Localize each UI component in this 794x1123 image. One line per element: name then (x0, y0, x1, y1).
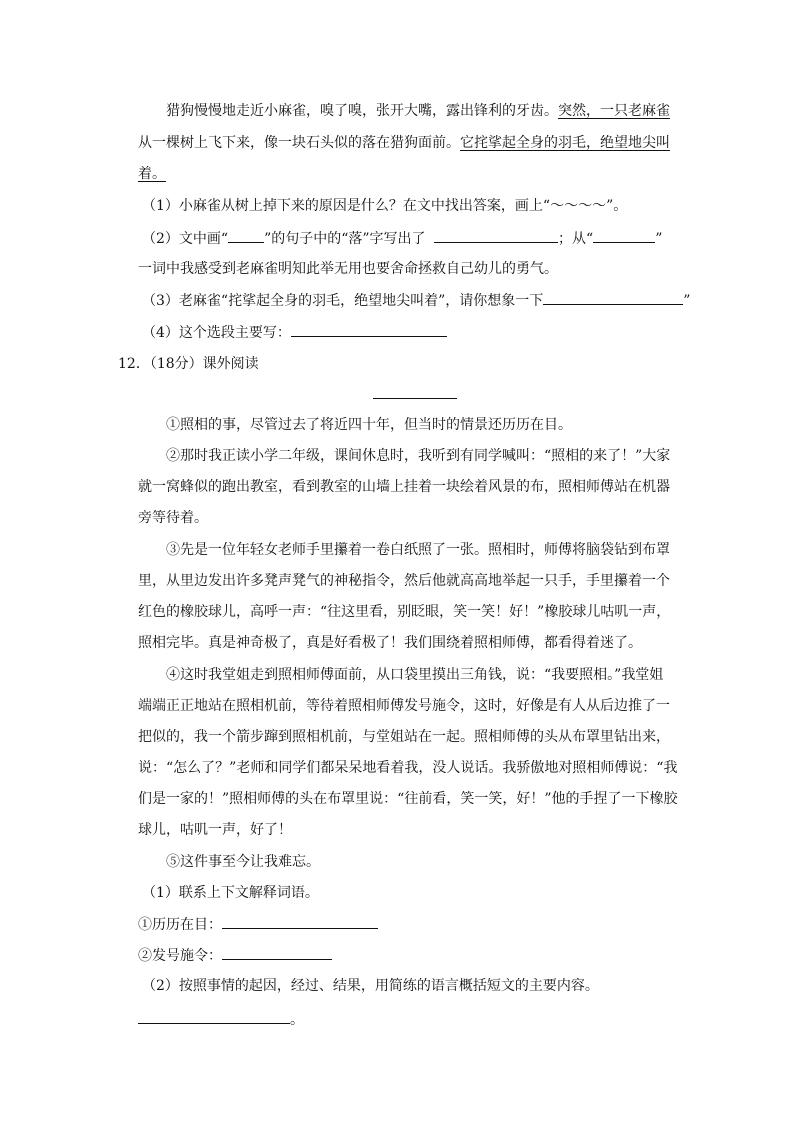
paragraph-4 (138, 696, 670, 716)
passage-line (166, 101, 670, 121)
question-12-1a (138, 914, 378, 935)
paragraph-3 (138, 602, 670, 622)
answer-blank[interactable] (434, 228, 558, 243)
question-11-1 (142, 196, 627, 216)
question-heading: 12．（18分）课外阅读 (118, 356, 259, 372)
paragraph-3 (166, 540, 670, 560)
question-text: （4）这个选段主要写： (142, 325, 291, 341)
question-12-1 (142, 883, 319, 903)
question-text: ” (683, 293, 691, 309)
question-text: （2）按照事情的起因，经过、结果，用简练的语言概括短文的主要内容。 (142, 978, 599, 994)
question-text: ” (655, 231, 663, 247)
answer-blank[interactable] (222, 945, 332, 960)
paragraph-4 (138, 727, 670, 747)
underlined-sentence: 着。 (138, 166, 166, 182)
passage-text: 从一棵树上飞下来，像一块石头似的落在猎狗面前。 (138, 135, 460, 151)
paragraph-text: 把似的，我一个箭步蹿到照相机前，与堂姐站在一起。照相师傅的头从布罩里钻出来， (138, 729, 670, 745)
paragraph-text: 端端正正地站在照相机前，等待着照相师傅发号施令，这时，好像是有人从后边推了一 (138, 698, 670, 714)
answer-blank[interactable] (228, 228, 264, 243)
question-text: ”的句子中的“落”字写出了 (264, 231, 426, 247)
question-text: 。 (290, 1012, 304, 1028)
answer-blank[interactable] (543, 290, 683, 305)
paragraph-4 (166, 665, 663, 685)
question-text: （1）小麻雀从树上掉下来的原因是什么？在文中找出答案，画上“～～～～”。 (142, 198, 628, 214)
question-11-4 (142, 322, 447, 343)
paragraph-4 (138, 758, 677, 778)
paragraph-text: ④这时我堂姐走到照相师傅面前，从口袋里摸出三角钱，说：“我要照相。”我堂姐 (166, 667, 664, 683)
paragraph-4 (138, 820, 292, 840)
question-text: ②发号施令： (138, 948, 222, 964)
paragraph-2 (166, 446, 670, 466)
passage-line (138, 133, 670, 153)
question-text: （3）老麻雀“挓挲起全身的羽毛，绝望地尖叫着”，请你想象一下 (142, 293, 544, 309)
question-11-2 (142, 228, 662, 249)
question-12-1b (138, 945, 332, 966)
paragraph-3 (138, 571, 670, 591)
answer-blank[interactable] (222, 914, 378, 929)
underlined-sentence: 它挓挲起全身的羽毛，绝望地尖叫 (460, 135, 670, 151)
paragraph-4 (138, 789, 677, 809)
question-12-2 (142, 976, 599, 996)
paragraph-text: 球儿，咕叽一声，好了！ (138, 822, 292, 838)
paragraph-text: ③先是一位年轻女老师手里攥着一卷白纸照了一张。照相时，师傅将脑袋钻到布罩 (166, 542, 670, 558)
question-text: ①历历在目： (138, 917, 222, 933)
paragraph-text: 旁等待着。 (138, 510, 208, 526)
question-text: （2）文中画“ (142, 231, 229, 247)
title-blank[interactable] (373, 398, 457, 399)
question-12-header (118, 354, 259, 374)
paragraph-text: 照相完毕。真是神奇极了，真是好看极了！我们围绕着照相师傅，都看得着迷了。 (138, 635, 642, 651)
answer-blank[interactable] (291, 322, 447, 337)
paragraph-text: 红色的橡胶球儿，高呼一声：“往这里看，别眨眼，笑一笑！好！”橡胶球儿咕叽一声， (138, 604, 671, 620)
paragraph-3 (138, 633, 642, 653)
paragraph-2 (138, 477, 670, 497)
answer-blank[interactable] (593, 228, 655, 243)
question-text: ；从“ (558, 231, 594, 247)
paragraph-text: ⑤这件事至今让我难忘。 (166, 854, 320, 870)
question-11-3 (142, 290, 690, 311)
paragraph-2 (138, 508, 208, 528)
passage-line (138, 164, 166, 184)
underlined-sentence: 突然，一只老麻雀 (558, 103, 670, 119)
question-11-2-cont (138, 259, 558, 279)
paragraph-text: 里，从里边发出许多凳声凳气的神秘指令，然后他就高高地举起一只手，手里攥着一个 (138, 573, 670, 589)
paragraph-text: 说：“怎么了？”老师和同学们都呆呆地看着我，没人说话。我骄傲地对照相师傅说：“我 (138, 760, 678, 776)
paragraph-1 (166, 415, 572, 435)
question-12-2-answer (138, 1009, 304, 1030)
paragraph-text: 们是一家的！”照相师傅的头在布罩里说：“往前看，笑一笑，好！”他的手捏了一下橡胶 (138, 791, 678, 807)
question-text: 一词中我感受到老麻雀明知此举无用也要舍命拯救自己幼儿的勇气。 (138, 261, 558, 277)
passage-text: 猎狗慢慢地走近小麻雀，嗅了嗅，张开大嘴，露出锋利的牙齿。 (166, 103, 558, 119)
answer-blank[interactable] (138, 1009, 290, 1024)
paragraph-5 (166, 852, 320, 872)
paragraph-text: ①照相的事，尽管过去了将近四十年，但当时的情景还历历在目。 (166, 417, 572, 433)
paragraph-text: 就一窝蜂似的跑出教室，看到教室的山墙上挂着一块绘着风景的布，照相师傅站在机器 (138, 479, 670, 495)
question-text: （1）联系上下文解释词语。 (142, 885, 319, 901)
paragraph-text: ②那时我正读小学二年级，课间休息时，我听到有同学喊叫：“照相的来了！”大家 (166, 448, 671, 464)
